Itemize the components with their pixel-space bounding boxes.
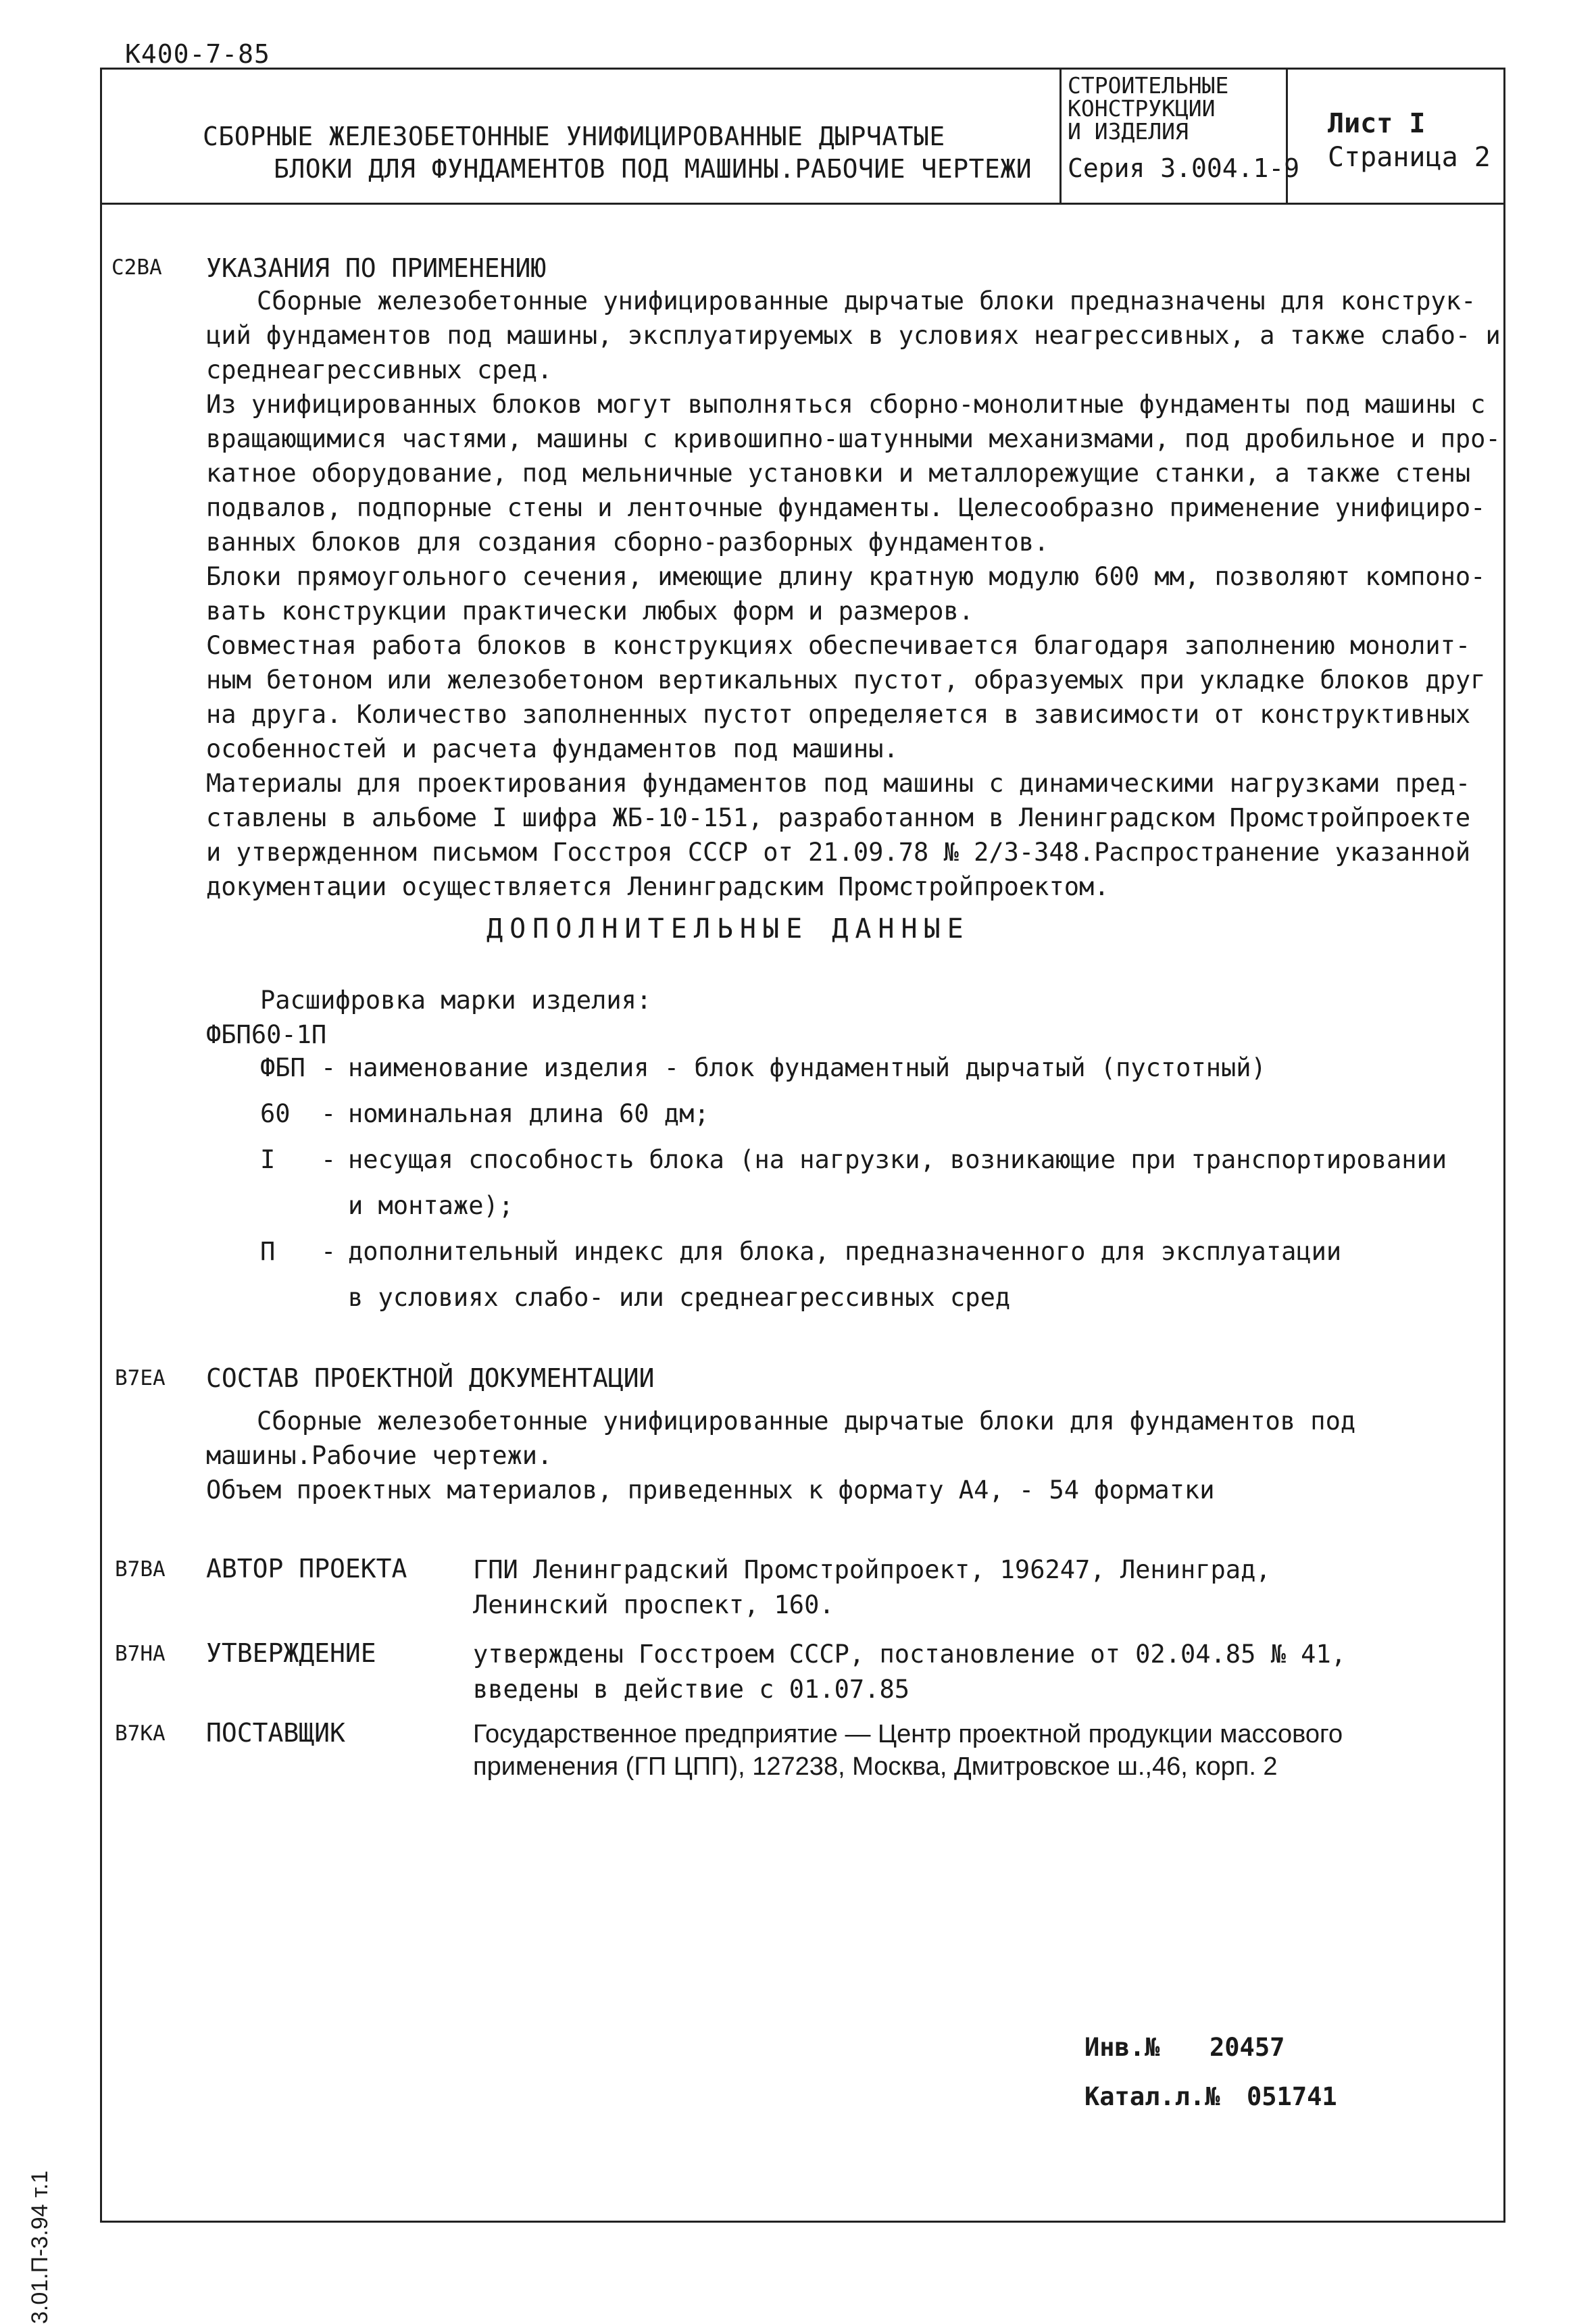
supplier-line2: применения (ГП ЦПП), 127238, Москва, Дмитровское ш.,46, корп. 2: [473, 1752, 1278, 1781]
usage-line: Блоки прямоугольного сечения, имеющие длину кратную модулю 600 мм, позволяют компоно-: [206, 562, 1486, 591]
document-code: К400-7-85: [125, 39, 270, 69]
doc-title-line2: БЛОКИ ДЛЯ ФУНДАМЕНТОВ ПОД МАШИНЫ.РАБОЧИЕ ЧЕРТЕЖИ: [274, 154, 1032, 184]
mark-code: ФБП60-1П: [206, 1020, 327, 1049]
author-line1: ГПИ Ленинградский Промстройпроект, 196247, Ленинград,: [473, 1555, 1271, 1584]
usage-line: Материалы для проектирования фундаментов под машины с динамическими нагрузками пред-: [206, 769, 1471, 798]
mark-key: ФБП: [260, 1053, 305, 1082]
category-line2: КОНСТРУКЦИИ: [1068, 95, 1216, 122]
usage-heading: УКАЗАНИЯ ПО ПРИМЕНЕНИЮ: [206, 253, 547, 283]
usage-line: ванных блоков для создания сборно-разборных фундаментов.: [206, 528, 1049, 557]
composition-code: В7ЕА: [115, 1366, 166, 1390]
usage-line: ным бетоном или железобетоном вертикальных пустот, образуемых при укладке блоков друг: [206, 665, 1486, 694]
approval-line2: введены в действие с 01.07.85: [473, 1675, 910, 1704]
mark-key: 60: [260, 1099, 291, 1128]
mark-text: и монтаже);: [348, 1191, 514, 1220]
approval-code: В7НА: [115, 1642, 166, 1666]
author-code: В7ВА: [115, 1557, 166, 1582]
mark-title: Расшифровка марки изделия:: [260, 986, 652, 1015]
catalog-label: Катал.л.№: [1084, 2082, 1220, 2111]
mark-dash: -: [321, 1099, 336, 1128]
usage-line: среднеагрессивных сред.: [206, 355, 553, 384]
usage-line: особенностей и расчета фундаментов под машины.: [206, 734, 899, 763]
usage-line: на друга. Количество заполненных пустот определяется в зависимости от конструктивных: [206, 700, 1471, 729]
doc-title-line1: СБОРНЫЕ ЖЕЛЕЗОБЕТОННЫЕ УНИФИЦИРОВАННЫЕ ДЫРЧАТЫЕ: [203, 122, 945, 151]
usage-line: катное оборудование, под мельничные установки и металлорежущие станки, а также стены: [206, 459, 1471, 488]
header-divider: [100, 203, 1505, 205]
usage-line: ций фундаментов под машины, эксплуатируемых в условиях неагрессивных, а также слабо- и: [206, 321, 1501, 350]
usage-code: C2ВА: [111, 255, 162, 280]
sheet-number: Лист I: [1328, 108, 1426, 139]
usage-line: Совместная работа блоков в конструкциях обеспечивается благодаря заполнению монолит-: [206, 631, 1471, 660]
catalog-number: 051741: [1247, 2082, 1337, 2111]
mark-text: дополнительный индекс для блока, предназначенного для эксплуатации: [348, 1237, 1342, 1266]
supplier-line1: Государственное предприятие — Центр проектной продукции массового: [473, 1720, 1343, 1748]
approval-line1: утверждены Госстроем СССР, постановление от 02.04.85 № 41,: [473, 1640, 1347, 1669]
mark-key: П: [260, 1237, 276, 1266]
usage-line: подвалов, подпорные стены и ленточные фундаменты. Целесообразно применение унифициро-: [206, 493, 1486, 522]
inventory-label: Инв.№: [1084, 2033, 1160, 2062]
additional-heading: ДОПОЛНИТЕЛЬНЫЕ ДАННЫЕ: [487, 913, 970, 944]
usage-line: Из унифицированных блоков могут выполняться сборно-монолитные фундаменты под машины с: [206, 390, 1486, 419]
mark-key: I: [260, 1145, 276, 1174]
mark-text: номинальная длина 60 дм;: [348, 1099, 709, 1128]
composition-line: Сборные железобетонные унифицированные дырчатые блоки для фундаментов под: [257, 1407, 1356, 1436]
approval-label: УТВЕРЖДЕНИЕ: [206, 1638, 376, 1668]
usage-line: документации осуществляется Ленинградским Промстройпроектом.: [206, 872, 1109, 901]
mark-text: несущая способность блока (на нагрузки, возникающие при транспортировании: [348, 1145, 1447, 1174]
composition-line: Объем проектных материалов, приведенных к формату А4, - 54 форматки: [206, 1475, 1215, 1505]
mark-dash: -: [321, 1237, 336, 1266]
composition-heading: СОСТАВ ПРОЕКТНОЙ ДОКУМЕНТАЦИИ: [206, 1363, 655, 1393]
usage-line: Сборные железобетонные унифицированные дырчатые блоки предназначены для конструк-: [257, 286, 1476, 315]
inventory-number: 20457: [1210, 2033, 1285, 2062]
category-line3: И ИЗДЕЛИЯ: [1068, 118, 1189, 145]
mark-dash: -: [321, 1145, 336, 1174]
mark-text: в условиях слабо- или среднеагрессивных сред: [348, 1283, 1011, 1312]
usage-text: [206, 284, 1501, 904]
usage-line: вать конструкции практически любых форм и размеров.: [206, 597, 974, 626]
category-line1: СТРОИТЕЛЬНЫЕ: [1068, 72, 1229, 99]
usage-line: ставлены в альбоме I шифра ЖБ-10-151, разработанном в Ленинградском Промстройпроекте: [206, 803, 1471, 832]
mark-text: наименование изделия - блок фундаментный дырчатый (пустотный): [348, 1053, 1266, 1082]
page-number: Страница 2: [1328, 142, 1491, 173]
author-line2: Ленинский проспект, 160.: [473, 1590, 834, 1619]
series-number: Серия 3.004.1-9: [1068, 153, 1300, 183]
side-stamp: 3.01.П-3.94 т.1: [27, 2170, 53, 2324]
composition-text: [206, 1404, 1355, 1507]
composition-line: машины.Рабочие чертежи.: [206, 1441, 553, 1470]
author-label: АВТОР ПРОЕКТА: [206, 1554, 407, 1584]
mark-dash: -: [321, 1053, 336, 1082]
usage-line: вращающимися частями, машины с кривошипно-шатунными механизмами, под дробильное и про-: [206, 424, 1501, 453]
supplier-code: В7КА: [115, 1721, 166, 1746]
header-separator-1: [1059, 68, 1062, 203]
usage-line: и утвержденном письмом Госстроя СССР от 21.09.78 № 2/3-348.Распространение указанной: [206, 838, 1471, 867]
supplier-label: ПОСТАВЩИК: [206, 1718, 345, 1748]
